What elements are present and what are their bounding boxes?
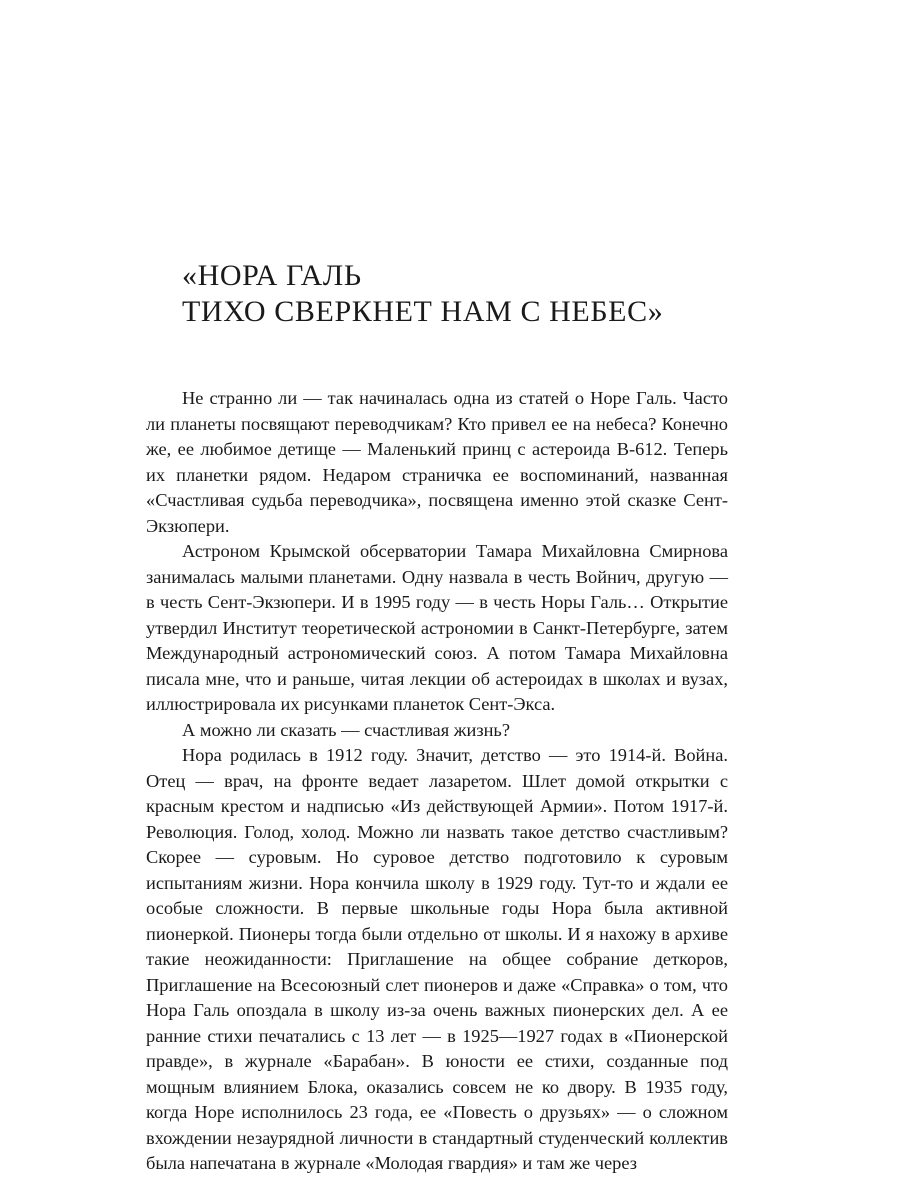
paragraph: Нора родилась в 1912 году. Значит, детство — это 1914-й. Война. Отец — врач, на фронте ведает лазаретом. Шлет домой открытки с красным крестом и надписью «Из действующей Армии». Потом 1917-й. Революция. Голод, холод. Можно ли назвать такое детство счастливым? Скорее — суровым. Но суровое детство подготовило к суровым испытаниям жизни. Нора кончила школу в 1929 году. Тут-то и ждали ее особые сложности. В первые школьные годы Нора была активной пионеркой. Пионеры тогда были отдельно от школы. И я нахожу в архиве такие неожиданности: Приглашение на общее собрание деткоров, Приглашение на Всесоюзный слет пионеров и даже «Справка» о том, что Нора Галь опоздала в школу из-за очень важных пионерских дел. А ее ранние стихи печатались с 13 лет — в 1925—1927 годах в «Пионерской правде», в журнале «Барабан». В юности ее стихи, созданные под мощным влиянием Блока, оказались совсем не ко двору. В 1935 году, когда Норе исполнилось 23 года, ее «Повесть о друзьях» — о сложном вхождении незаурядной личности в стандартный студенческий коллектив была напечатана в журнале «Молодая гвардия» и там же через bbox=[146, 745, 728, 1173]
chapter-title-line-1: «НОРА ГАЛЬ bbox=[182, 259, 362, 292]
paragraph: Астроном Крымской обсерватории Тамара Михайловна Смирнова занималась малыми планетами. Одну назвала в честь Войнич, другую — в честь Сент-Экзюпери. И в 1995 году — в честь Норы Галь… Открытие утвердил Институт теоретической астрономии в Санкт-Петербурге, затем Международный астрономический союз. А потом Тамара Михайловна писала мне, что и раньше, читая лекции об астероидах в школах и вузах, иллюстрировала их рисунками планеток Сент-Экса. bbox=[146, 541, 728, 714]
chapter-title-line-2: ТИХО СВЕРКНЕТ НАМ С НЕБЕС» bbox=[182, 295, 664, 328]
paragraph: Не странно ли — так начиналась одна из статей о Норе Галь. Часто ли планеты посвящают переводчикам? Кто привел ее на небеса? Конечно же, ее любимое детище — Маленький принц с астероида В-612. Теперь их планетки рядом. Недаром страничка ее воспоминаний, названная «Счастливая судьба переводчика», посвящена именно этой сказке Сент-Экзюпери. bbox=[146, 388, 728, 536]
paragraph: А можно ли сказать — счастливая жизнь? bbox=[182, 719, 510, 740]
body-text bbox=[146, 386, 728, 1177]
chapter-title bbox=[182, 258, 782, 330]
